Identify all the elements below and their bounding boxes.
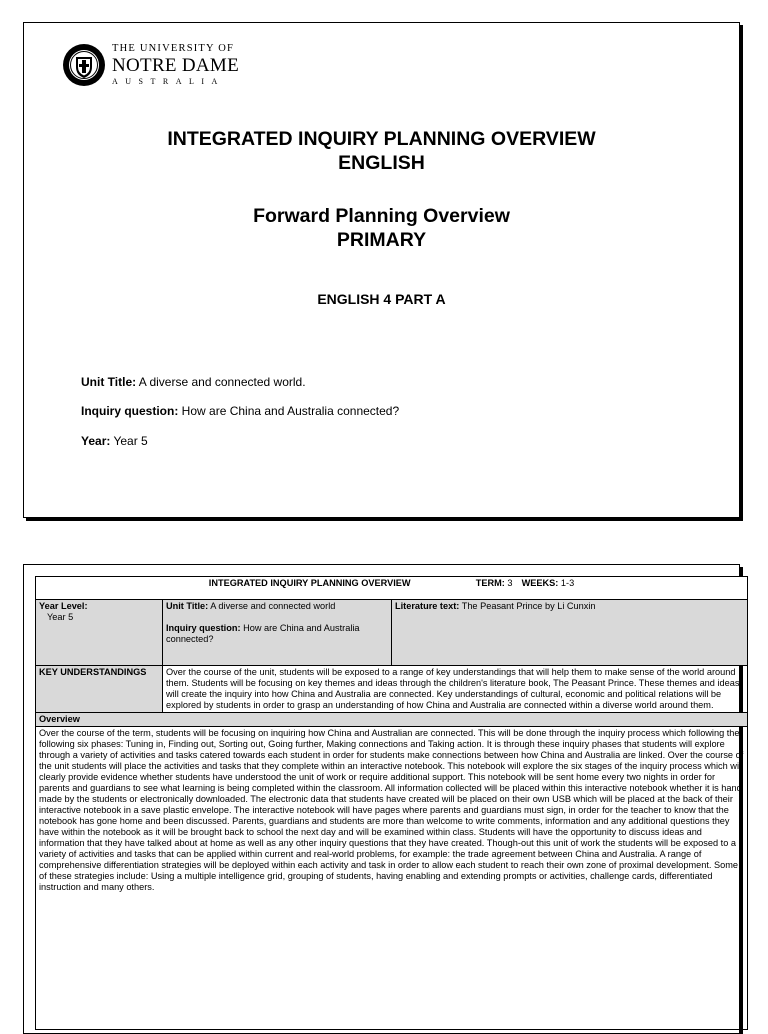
plan-unit-title-value: A diverse and connected world <box>208 601 336 611</box>
table-header-row <box>36 577 748 600</box>
inquiry-value: How are China and Australia connected? <box>178 404 400 418</box>
unit-title-value: A diverse and connected world. <box>136 375 306 389</box>
plan-unit-title-label: Unit Title: <box>166 601 209 611</box>
planning-table <box>35 576 748 1030</box>
year-level-value: Year 5 <box>47 612 74 622</box>
title-line-1: INTEGRATED INQUIRY PLANNING OVERVIEW <box>167 128 596 150</box>
weeks-value: 1-3 <box>558 578 575 588</box>
key-understandings-label: KEY UNDERSTANDINGS <box>36 666 163 713</box>
document-title <box>24 127 739 175</box>
university-seal-icon <box>62 43 106 87</box>
cover-inquiry-question <box>81 404 399 418</box>
university-logo <box>62 43 239 87</box>
term-value: 3 <box>504 578 513 588</box>
cover-year <box>81 434 148 448</box>
table-header-title: INTEGRATED INQUIRY PLANNING OVERVIEW <box>208 578 411 588</box>
course-subtitle: ENGLISH 4 PART A <box>317 291 446 307</box>
year-label: Year: <box>81 434 111 448</box>
logo-line-university-of: THE UNIVERSITY OF <box>112 43 235 55</box>
table-row <box>36 600 748 666</box>
unit-title-label: Unit Title: <box>81 375 137 389</box>
forward-line-2: PRIMARY <box>336 229 427 251</box>
year-level-label: Year Level: <box>39 601 88 611</box>
planning-page <box>23 564 744 1034</box>
logo-line-notre-dame: NOTRE DAME <box>112 54 240 76</box>
table-row <box>36 666 748 713</box>
unit-title-cell <box>163 600 392 666</box>
forward-line-1: Forward Planning Overview <box>253 205 510 227</box>
overview-text: Over the course of the term, students will be focusing on inquiring how China and Australian are connected. This will be done through the inquiry process which following the following six phases: Tuning in, Finding out, Sorting out, Going further, Making connections and Taking action. It is through these inquiry phases that students will explore through a variety of activities and tasks catered towards each student in order for students make connections between how China and Australia are linked. Over the course of the unit students will place the activities and tasks that they complete within an interactive notebook. This notebook will explore the six stages of the inquiry process which will clearly provide evidence whether students have understood the unit of work or require additional support. This notebook will be sent home every two nights in order for parents and guardians to see what learning is being completed within the classroom. All information collected will be placed within this interactive notebook whether it is hand made by the students or electronically downloaded. The electronic data that students have created will be placed on their own USB which will be placed at the back of their interactive notebook in a save plastic envelope. The interactive notebook will have pages where parents and guardians must sign, in order for the teacher to know that the notebook has gone home and been discussed. Parents, guardians and students are more than welcome to write comments, information and any additional questions they have within the notebook as it will be brought back to school the next day and will be examined within class. Students will have the opportunity to discuss ideas and information that they have talked about at home as well as any other inquiry questions that they have created. Though-out this unit of work the students will be exposed to a variety of activities and tasks that can be applied within current and real-world problems, for example: the trade agreement between China and Australia. A range of comprehensive differentiation strategies will be deployed within each activity and task in order to allow each student to reach their own zone of proximal development. Some of these strategies include: Using a multiple intelligence grid, grouping of students, having enabling and extending prompts or activities, challenge cards, differentiated instruction and many others. <box>36 727 748 1030</box>
weeks-label: WEEKS: <box>521 578 559 588</box>
logo-line-australia: AUSTRALIA <box>112 76 225 86</box>
year-value: Year 5 <box>110 434 148 448</box>
table-row <box>36 727 748 1030</box>
overview-label: Overview <box>36 713 748 727</box>
year-level-cell <box>36 600 163 666</box>
inquiry-label: Inquiry question: <box>81 404 179 418</box>
key-understandings-text: Over the course of the unit, students will be exposed to a range of key understandings that will help them to make sense of the world around them. Students will be focusing on key themes and ideas through the children's literature book, The Peasant Prince. These themes and ideas will create the inquiry into how China and Australia are connected. Key understandings of cultural, economic and political relations will be explored by students in order to grasp an understanding of how China and Australia are connected within a diverse world around them. <box>163 666 748 713</box>
cover-page <box>23 22 740 518</box>
table-row <box>36 713 748 727</box>
forward-planning-title <box>24 204 739 252</box>
table-header-cell <box>36 577 748 600</box>
literature-value: The Peasant Prince by Li Cunxin <box>459 601 596 611</box>
plan-inquiry-value: How are China and Australia connected? <box>166 623 360 644</box>
literature-cell <box>392 600 748 666</box>
title-line-2: ENGLISH <box>338 152 425 174</box>
cover-unit-title <box>81 375 306 389</box>
term-label: TERM: <box>475 578 505 588</box>
plan-inquiry-label: Inquiry question: <box>166 623 241 633</box>
literature-label: Literature text: <box>395 601 460 611</box>
